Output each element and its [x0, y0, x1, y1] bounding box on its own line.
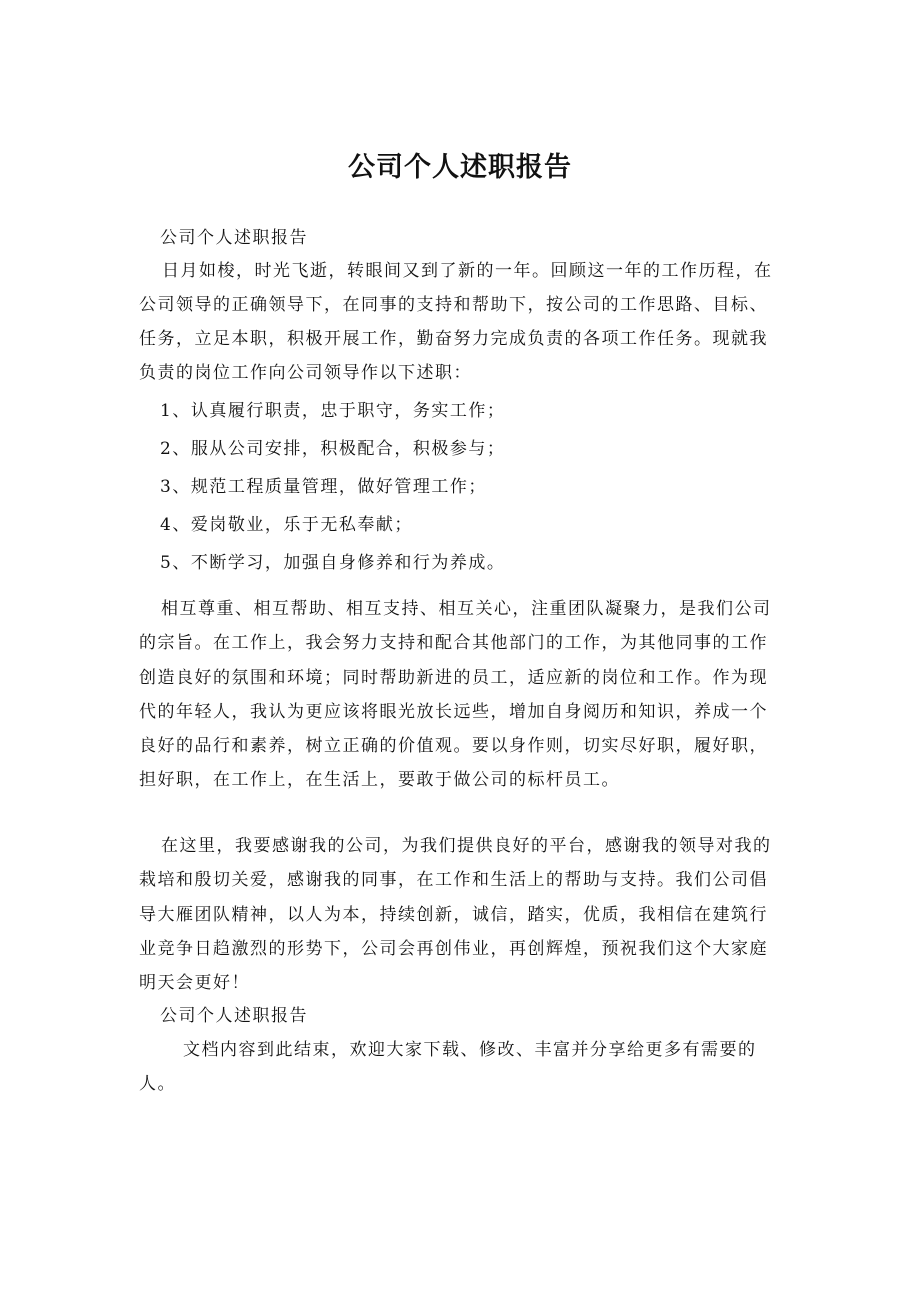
document-subtitle: 公司个人述职报告 [160, 228, 308, 248]
intro-paragraph: 日月如梭，时光飞逝，转眼间又到了新的一年。回顾这一年的工作历程，在公司领导的正确领导下，在同事的支持和帮助下，按公司的工作思路、目标、任务，立足本职，积极开展工作，勤奋努力完成负责的各项工作任务。现就我负责的岗位工作向公司领导作以下述职： [139, 261, 773, 383]
footer-subtitle: 公司个人述职报告 [160, 1006, 308, 1026]
document-title: 公司个人述职报告 [348, 152, 572, 183]
closing-paragraph: 文档内容到此结束，欢迎大家下载、修改、丰富并分享给更多有需要的人。 [139, 1040, 757, 1094]
team-paragraph: 相互尊重、相互帮助、相互支持、相互关心，注重团队凝聚力，是我们公司的宗旨。在工作上，我会努力支持和配合其他部门的工作，为其他同事的工作创造良好的氛围和环境；同时帮助新进的员工，适应新的岗位和工作。作为现代的年轻人，我认为更应该将眼光放长远些，增加自身阅历和知识，养成一个良好的品行和素养，树立正确的价值观。要以身作则，切实尽好职，履好职，担好职，在工作上，在生活上，要敢于做公司的标杆员工。 [139, 599, 772, 791]
list-item: 5、不断学习，加强自身修养和行为养成。 [160, 553, 506, 573]
list-item: 1、认真履行职责，忠于职守，务实工作； [160, 401, 506, 421]
duty-list [160, 392, 505, 582]
list-item: 2、服从公司安排，积极配合，积极参与； [160, 439, 506, 459]
list-item: 3、规范工程质量管理，做好管理工作； [160, 477, 487, 497]
list-item: 4、爱岗敬业，乐于无私奉献； [160, 515, 413, 535]
thanks-paragraph: 在这里，我要感谢我的公司，为我们提供良好的平台，感谢我的领导对我的栽培和殷切关爱，感谢我的同事，在工作和生活上的帮助与支持。我们公司倡导大雁团队精神，以人为本，持续创新，诚信，踏实，优质，我相信在建筑行业竞争日趋激烈的形势下，公司会再创伟业，再创辉煌，预祝我们这个大家庭明天会更好！ [139, 836, 772, 994]
